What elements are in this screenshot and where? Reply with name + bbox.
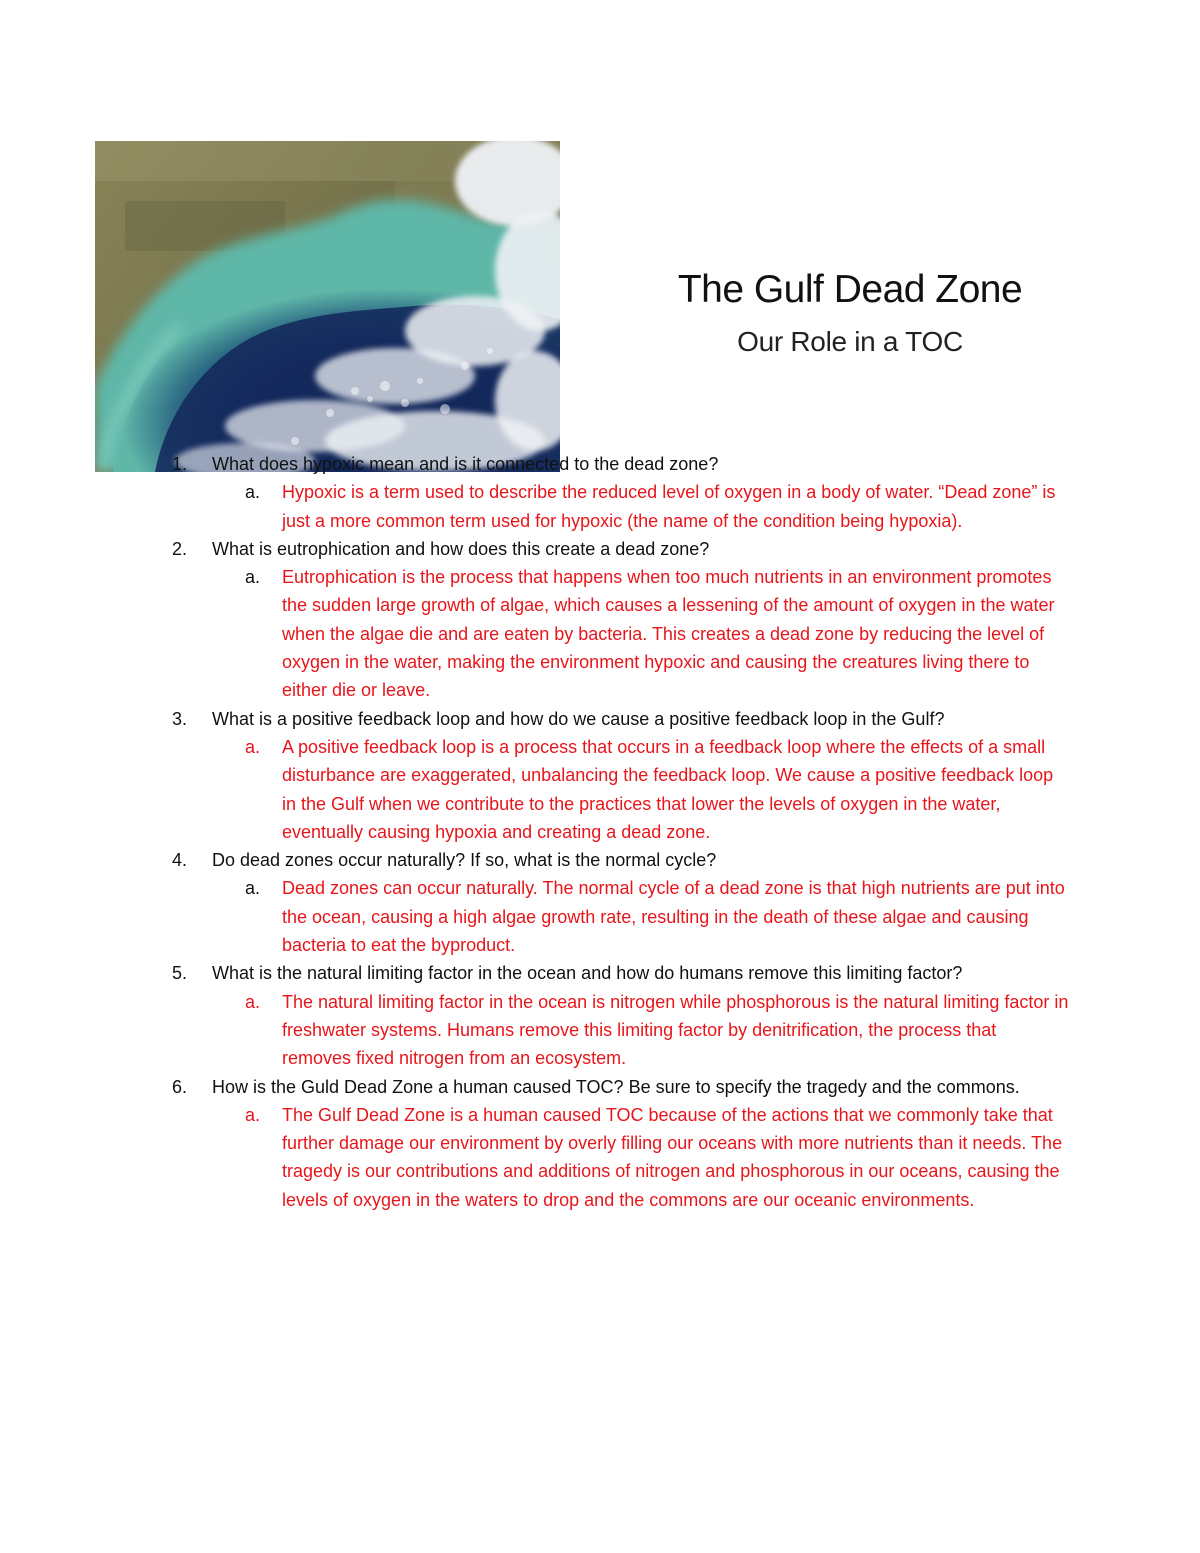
question-number: 1. (172, 454, 188, 474)
question-item (0, 705, 1200, 733)
answer-letter: a. (245, 1104, 261, 1125)
question-text: Do dead zones occur naturally? If so, what is the normal cycle? (212, 850, 717, 871)
question-text: What is eutrophication and how does this create a dead zone? (212, 538, 710, 559)
question-item (0, 959, 1200, 987)
question-text: What does hypoxic mean and is it connected to the dead zone? (212, 454, 719, 474)
answer-item (0, 478, 1200, 535)
answer-item (0, 733, 1200, 846)
question-number: 2. (172, 538, 188, 559)
question-number: 4. (172, 850, 188, 871)
question-text: What is a positive feedback loop and how do we cause a positive feedback loop in the Gulf? (212, 708, 945, 729)
document-title: The Gulf Dead Zone (677, 268, 1023, 311)
answer-item (0, 1101, 1200, 1214)
satellite-photo-gulf-of-mexico (95, 141, 560, 472)
question-item (0, 846, 1200, 874)
answer-letter: a. (245, 567, 261, 588)
question-text: What is the natural limiting factor in the ocean and how do humans remove this limiting factor? (212, 963, 963, 984)
answer-text: Dead zones can occur naturally. The normal cycle of a dead zone is that high nutrients are put into the ocean, causing a high algae growth rate, resulting in the death of these algae and causing bacteria to eat the byproduct. (282, 878, 1065, 956)
answer-text: A positive feedback loop is a process that occurs in a feedback loop where the effects of a small disturbance are exaggerated, unbalancing the feedback loop. We cause a positive feedback loop in the Gulf when we contribute to the practices that lower the levels of oxygen in the water, eventually causing hypoxia and creating a dead zone. (282, 736, 1054, 842)
answer-text: Eutrophication is the process that happens when too much nutrients in an environment promotes the sudden large growth of algae, which causes a lessening of the amount of oxygen in the water when the algae die and are eaten by bacteria. This creates a dead zone by reducing the level of oxygen in the water, making the environment hypoxic and causing the creatures living there to either die or leave. (282, 567, 1055, 701)
answer-item (0, 988, 1200, 1073)
answer-letter: a. (245, 736, 261, 757)
question-number: 6. (172, 1076, 188, 1097)
answer-letter: a. (245, 878, 261, 899)
satellite-photo-graphic (95, 141, 560, 472)
document-subtitle: Our Role in a TOC (737, 326, 963, 357)
question-item (0, 535, 1200, 563)
answer-item (0, 874, 1200, 959)
question-item (0, 450, 1200, 478)
answer-text: The Gulf Dead Zone is a human caused TOC because of the actions that we commonly take that further damage our environment by overly filling our oceans with more nutrients than it needs. The tragedy is our contributions and additions of nitrogen and phosphorous in our oceans, causing the levels of oxygen in the waters to drop and the commons are our oceanic environments. (282, 1104, 1063, 1210)
question-item (0, 1073, 1200, 1101)
answer-item (0, 563, 1200, 704)
answer-letter: a. (245, 991, 261, 1012)
answer-text: The natural limiting factor in the ocean is nitrogen while phosphorous is the natural limiting factor in freshwater systems. Humans remove this limiting factor by denitrification, the process that removes fixed nitrogen from an ecosystem. (282, 991, 1069, 1069)
question-number: 5. (172, 963, 188, 984)
answer-letter: a. (245, 482, 261, 503)
question-number: 3. (172, 708, 188, 729)
answer-text: Hypoxic is a term used to describe the reduced level of oxygen in a body of water. “Dead zone” is just a more common term used for hypoxic (the name of the condition being hypoxia). (282, 482, 1056, 531)
question-answer-list (0, 450, 1200, 1214)
question-text: How is the Guld Dead Zone a human caused TOC? Be sure to specify the tragedy and the commons. (212, 1076, 1020, 1097)
